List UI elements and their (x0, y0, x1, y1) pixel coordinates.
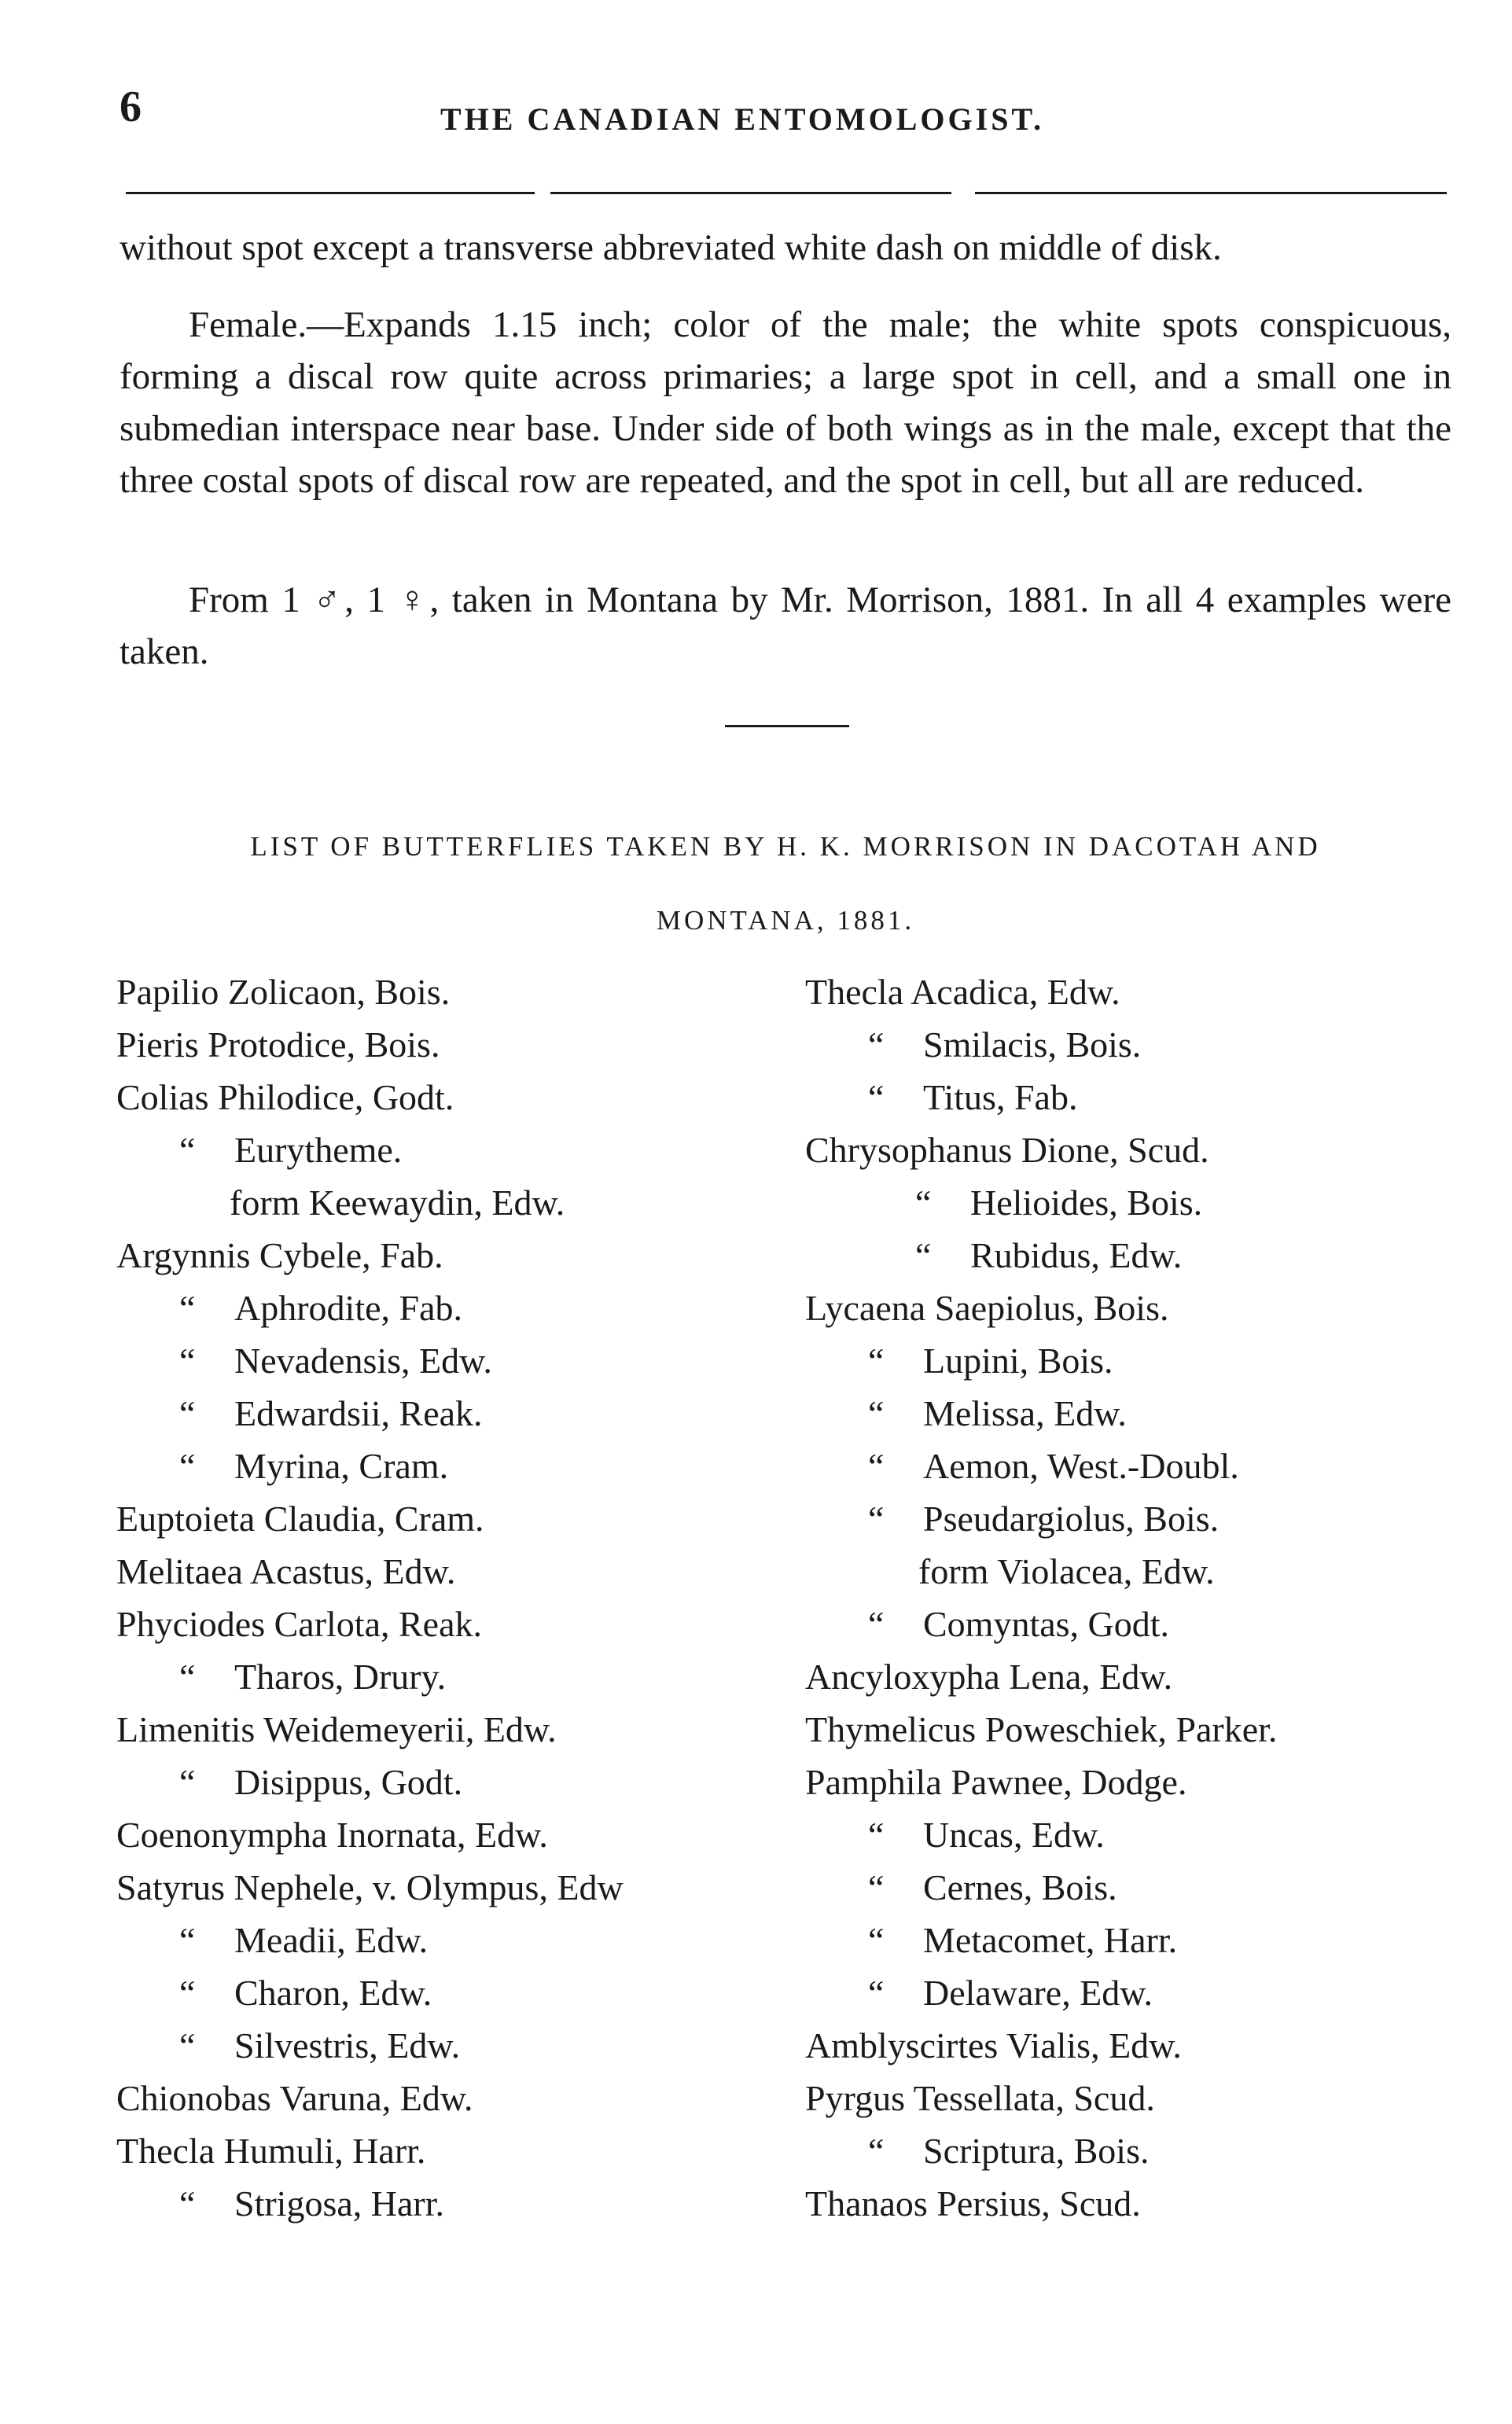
species-entry (116, 1387, 793, 1440)
ditto-mark: “ (868, 1867, 885, 1907)
species-entry (805, 1914, 1458, 1966)
species-entry (805, 1492, 1458, 1545)
species-entry (805, 2177, 1458, 2230)
species-entry (805, 2072, 1458, 2124)
species-name: Edwardsii, Reak. (234, 1393, 483, 1433)
species-name: Rubidus, Edw. (970, 1235, 1183, 1275)
body-paragraph: From 1 ♂, 1 ♀, taken in Montana by Mr. Morrison, 1881. In all 4 examples were taken. (120, 579, 1451, 672)
ditto-mark: “ (868, 1077, 885, 1117)
ditto-mark: “ (179, 1288, 196, 1328)
species-list-left (116, 966, 793, 2230)
species-entry (805, 1545, 1458, 1598)
species-entry (805, 1598, 1458, 1650)
species-entry (116, 1914, 793, 1966)
species-entry (805, 1334, 1458, 1387)
species-name: Pyrgus Tessellata, Scud. (805, 2078, 1155, 2118)
species-name: Melitaea Acastus, Edw. (116, 1551, 456, 1591)
species-name: Thecla Humuli, Harr. (116, 2131, 426, 2171)
section-divider (725, 725, 849, 727)
species-entry (805, 1861, 1458, 1914)
species-entry (805, 1282, 1458, 1334)
species-name: Smilacis, Bois. (923, 1024, 1142, 1065)
species-name: Aphrodite, Fab. (234, 1288, 463, 1328)
species-entry (805, 1018, 1458, 1071)
ditto-mark: “ (868, 2131, 885, 2171)
species-entry (805, 1071, 1458, 1124)
species-name: Scriptura, Bois. (923, 2131, 1150, 2171)
body-paragraph: without spot except a transverse abbreviated white dash on middle of disk. (120, 227, 1222, 268)
species-name: Chrysophanus Dione, Scud. (805, 1130, 1209, 1170)
species-entry (116, 1756, 793, 1808)
species-entry (116, 1334, 793, 1387)
ditto-mark: “ (868, 1446, 885, 1486)
species-entry (116, 1650, 793, 1703)
ditto-mark: “ (179, 2183, 196, 2224)
species-name: Thanaos Persius, Scud. (805, 2183, 1141, 2224)
species-name: Ancyloxypha Lena, Edw. (805, 1657, 1173, 1697)
ditto-mark: “ (179, 2025, 196, 2065)
species-name: Disippus, Godt. (234, 1762, 463, 1802)
ditto-mark: “ (179, 1657, 196, 1697)
ditto-mark: “ (868, 1604, 885, 1644)
species-entry (116, 1492, 793, 1545)
body-paragraph: Female.—Expands 1.15 inch; color of the male; the white spots conspicuous, forming a discal row quite across primaries; a large spot in cell, and a small one in submedian interspace near base. Under side of both wings as in the male, except that the three costal spots of discal row are repeated, and the spot in cell, but all are reduced. (120, 304, 1451, 501)
section-heading-line: LIST OF BUTTERFLIES TAKEN BY H. K. MORRISON IN DACOTAH AND (250, 831, 1321, 862)
species-entry (116, 2124, 793, 2177)
species-entry (116, 1703, 793, 1756)
species-name: Helioides, Bois. (970, 1183, 1203, 1223)
ditto-mark: “ (179, 1762, 196, 1802)
species-entry (805, 1229, 1458, 1282)
ditto-mark: “ (179, 1446, 196, 1486)
species-entry (805, 1440, 1458, 1492)
species-name: Charon, Edw. (234, 1973, 432, 2013)
species-name: Thecla Acadica, Edw. (805, 972, 1120, 1012)
species-entry (116, 1440, 793, 1492)
species-name: Silvestris, Edw. (234, 2025, 461, 2065)
species-name: Aemon, West.-Doubl. (923, 1446, 1239, 1486)
species-entry (805, 2124, 1458, 2177)
species-entry (805, 2019, 1458, 2072)
species-entry (805, 1703, 1458, 1756)
species-name: Metacomet, Harr. (923, 1920, 1178, 1960)
ditto-mark: “ (868, 1815, 885, 1855)
species-entry (116, 1071, 793, 1124)
species-name: Eurytheme. (234, 1130, 403, 1170)
ditto-mark: “ (868, 1024, 885, 1065)
species-entry (805, 1387, 1458, 1440)
species-name: Lupini, Bois. (923, 1341, 1113, 1381)
species-entry (116, 1545, 793, 1598)
ditto-mark: “ (868, 1499, 885, 1539)
species-list-right (805, 966, 1458, 2230)
ditto-mark: “ (868, 1920, 885, 1960)
species-entry (805, 1124, 1458, 1176)
ditto-mark: “ (915, 1183, 932, 1223)
ditto-mark: “ (179, 1973, 196, 2013)
species-name: Comyntas, Godt. (923, 1604, 1170, 1644)
section-heading-line: MONTANA, 1881. (656, 905, 915, 936)
species-name: Amblyscirtes Vialis, Edw. (805, 2025, 1182, 2065)
species-name: Lycaena Saepiolus, Bois. (805, 1288, 1169, 1328)
species-entry (116, 1018, 793, 1071)
species-name: Cernes, Bois. (923, 1867, 1117, 1907)
page-number: 6 (120, 83, 142, 131)
species-name: Melissa, Edw. (923, 1393, 1127, 1433)
ditto-mark: “ (868, 1973, 885, 2013)
species-name: Nevadensis, Edw. (234, 1341, 492, 1381)
species-name: Uncas, Edw. (923, 1815, 1105, 1855)
species-entry (805, 1756, 1458, 1808)
species-name: Phyciodes Carlota, Reak. (116, 1604, 483, 1644)
species-name: Myrina, Cram. (234, 1446, 449, 1486)
species-name: Papilio Zolicaon, Bois. (116, 972, 451, 1012)
species-entry (116, 1229, 793, 1282)
ditto-mark: “ (915, 1235, 932, 1275)
ditto-mark: “ (179, 1341, 196, 1381)
species-entry (805, 966, 1458, 1018)
ditto-mark: “ (179, 1920, 196, 1960)
species-name: Strigosa, Harr. (234, 2183, 445, 2224)
species-name: Argynnis Cybele, Fab. (116, 1235, 443, 1275)
species-entry (116, 1176, 793, 1229)
header-rule (975, 192, 1447, 194)
species-name: form Violacea, Edw. (918, 1551, 1215, 1591)
species-name: form Keewaydin, Edw. (230, 1183, 565, 1223)
species-entry (116, 1282, 793, 1334)
header-rule (550, 192, 951, 194)
ditto-mark: “ (179, 1393, 196, 1433)
species-entry (805, 1808, 1458, 1861)
species-entry (116, 966, 793, 1018)
species-name: Tharos, Drury. (234, 1657, 447, 1697)
species-name: Colias Philodice, Godt. (116, 1077, 454, 1117)
species-name: Titus, Fab. (923, 1077, 1078, 1117)
species-entry (116, 1966, 793, 2019)
section-heading (120, 810, 1451, 958)
ditto-mark: “ (868, 1393, 885, 1433)
species-entry (805, 1176, 1458, 1229)
ditto-mark: “ (868, 1341, 885, 1381)
header-rule (126, 192, 535, 194)
species-name: Delaware, Edw. (923, 1973, 1153, 2013)
species-entry (116, 2072, 793, 2124)
species-entry (116, 2177, 793, 2230)
species-entry (116, 2019, 793, 2072)
species-entry (805, 1650, 1458, 1703)
species-entry (805, 1966, 1458, 2019)
species-name: Pieris Protodice, Bois. (116, 1024, 440, 1065)
species-name: Chionobas Varuna, Edw. (116, 2078, 473, 2118)
species-entry (116, 1598, 793, 1650)
species-entry (116, 1808, 793, 1861)
species-entry (116, 1861, 793, 1914)
species-name: Euptoieta Claudia, Cram. (116, 1499, 484, 1539)
species-name: Thymelicus Poweschiek, Parker. (805, 1709, 1278, 1749)
species-name: Satyrus Nephele, v. Olympus, Edw (116, 1867, 624, 1907)
species-name: Pamphila Pawnee, Dodge. (805, 1762, 1187, 1802)
species-name: Meadii, Edw. (234, 1920, 429, 1960)
species-name: Limenitis Weidemeyerii, Edw. (116, 1709, 557, 1749)
journal-title: THE CANADIAN ENTOMOLOGIST. (440, 101, 1045, 137)
species-name: Pseudargiolus, Bois. (923, 1499, 1220, 1539)
ditto-mark: “ (179, 1130, 196, 1170)
species-entry (116, 1124, 793, 1176)
species-name: Coenonympha Inornata, Edw. (116, 1815, 548, 1855)
